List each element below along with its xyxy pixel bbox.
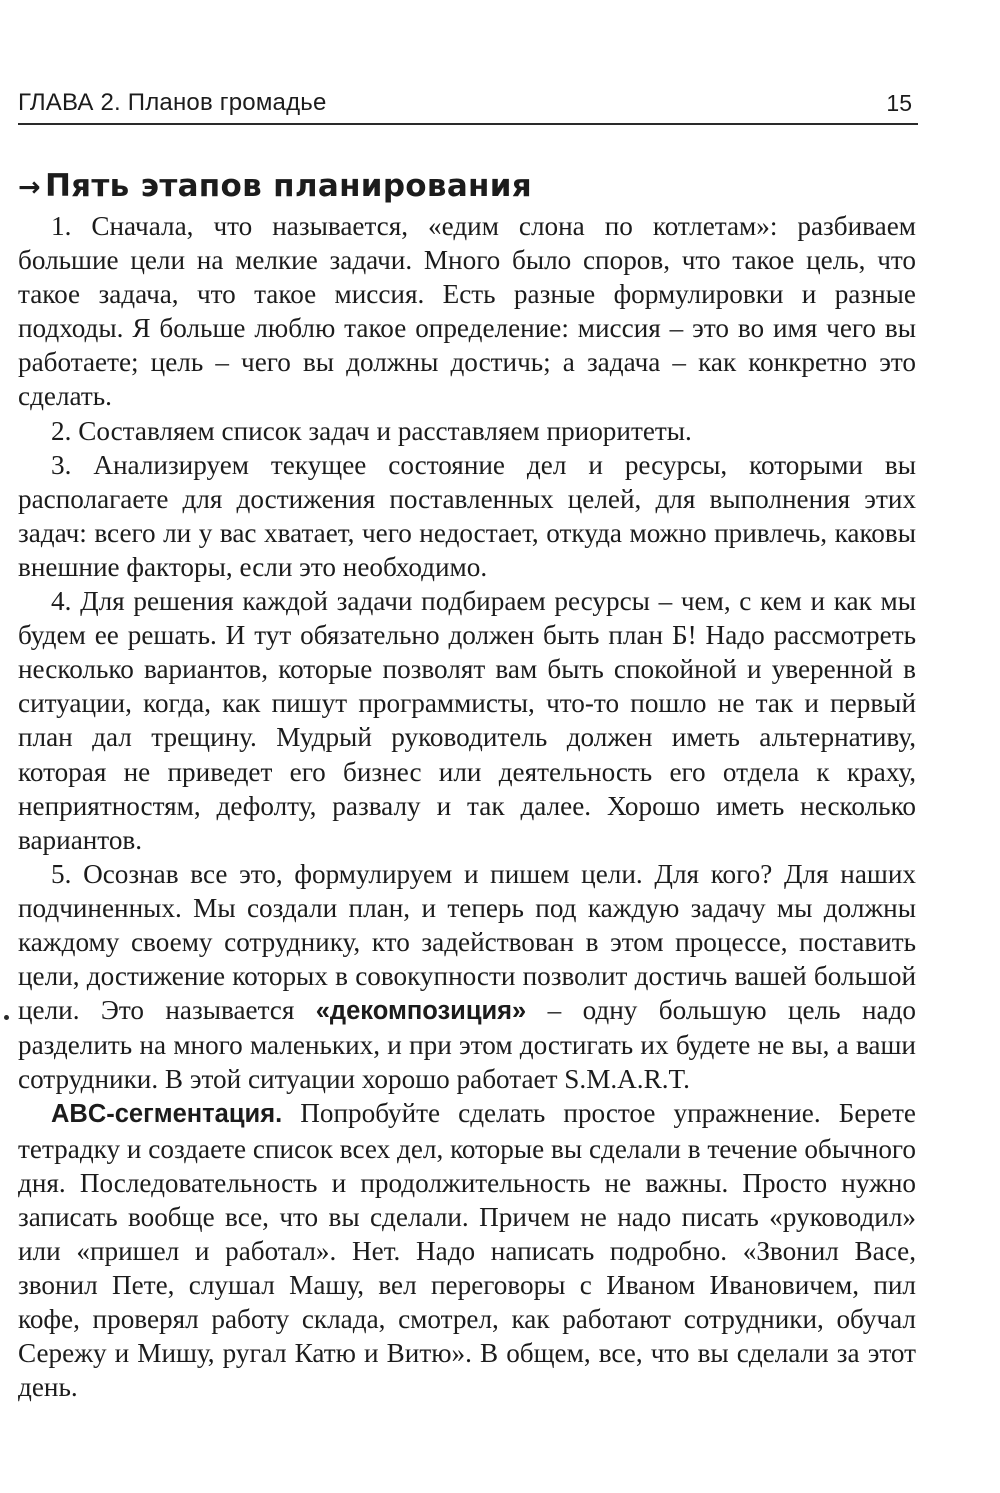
section-heading (18, 165, 532, 209)
section-heading-text: Пять этапов планирования (44, 168, 532, 204)
paragraph-step-1: 1. Сначала, что называется, «едим слона по котлетам»: разбиваем большие цели на мелкие задачи. Много было споров, что такое цель, что такое задача, что такое миссия. Есть разные формулировки и разные подходы. Я больше люблю такое определение: миссия – это во имя чего вы работаете; цель – чего вы должны достичь; а задача – как конкретно это сделать. (18, 211, 916, 412)
margin-dot-mark (4, 1015, 9, 1020)
paragraph-abc-segmentation (18, 1096, 916, 1404)
term-abc-segmentation: ABC-сегментация. (51, 1100, 283, 1129)
page-number: 15 (886, 90, 912, 116)
running-header (18, 88, 918, 124)
paragraph-step-5-text-before: 5. Осознав все это, формулируем и пишем цели. Для кого? Для наших подчиненных. Мы создали план, и теперь под каждую задачу мы должны каждому своему сотруднику, кто задействован в этом процессе, поставить цели, достижение которых в совокупности позволит достичь вашей большой цели. Это называется (18, 858, 916, 1026)
term-decomposition: «декомпозиция» (315, 997, 527, 1026)
paragraph-step-3: 3. Анализируем текущее состояние дел и ресурсы, которыми вы располагаете для достижения поставленных целей, для выполнения этих задач: всего ли у вас хватает, чего недостает, откуда можно привлечь, каковы внешние факторы, если это необходимо. (18, 449, 916, 582)
arrow-icon: → (18, 172, 41, 203)
paragraph-step-4: 4. Для решения каждой задачи подбираем ресурсы – чем, с кем и как мы будем ее решать. И тут обязательно должен быть план Б! Надо рассмотреть несколько вариантов, которые позволят вам быть спокойной и уверенной в ситуации, когда, как пишут программисты, что-то пошло не так и первый план дал трещину. Мудрый руководитель должен иметь альтернативу, которая не приведет его бизнес или деятельность его отдела к краху, неприятностям, дефолту, развалу и так далее. Хорошо иметь несколько вариантов. (18, 586, 916, 855)
paragraph-step-5-text-after: – одну большую цель надо разделить на много маленьких, и при этом достигать их будете не вы, а ваши сотрудники. В этой ситуации хорошо работает S.M.A.R.T. (18, 995, 916, 1095)
body-text (18, 209, 916, 1404)
paragraph-step-5 (18, 857, 916, 1097)
paragraph-abc-segmentation-text: Попробуйте сделать простое упражнение. Берете тетрадку и создаете список всех дел, которые вы сделали в течение обычного дня. Последовательность и продолжительность не важны. Просто нужно записать вообще все, что вы сделали. Причем не надо писать «руководил» или «пришел и работал». Нет. Надо написать подробно. «Звонил Васе, звонил Пете, слушал Машу, вел переговоры с Иваном Ивановичем, пил кофе, проверял работу склада, смотрел, как работают сотрудники, обучал Сережу и Мишу, ругал Катю и Витю». В общем, все, что вы сделали за этот день. (18, 1098, 916, 1403)
paragraph-step-2: 2. Составляем список задач и расставляем приоритеты. (51, 415, 692, 446)
chapter-running-title: ГЛАВА 2. Планов громадье (18, 89, 327, 116)
header-rule (18, 123, 918, 125)
